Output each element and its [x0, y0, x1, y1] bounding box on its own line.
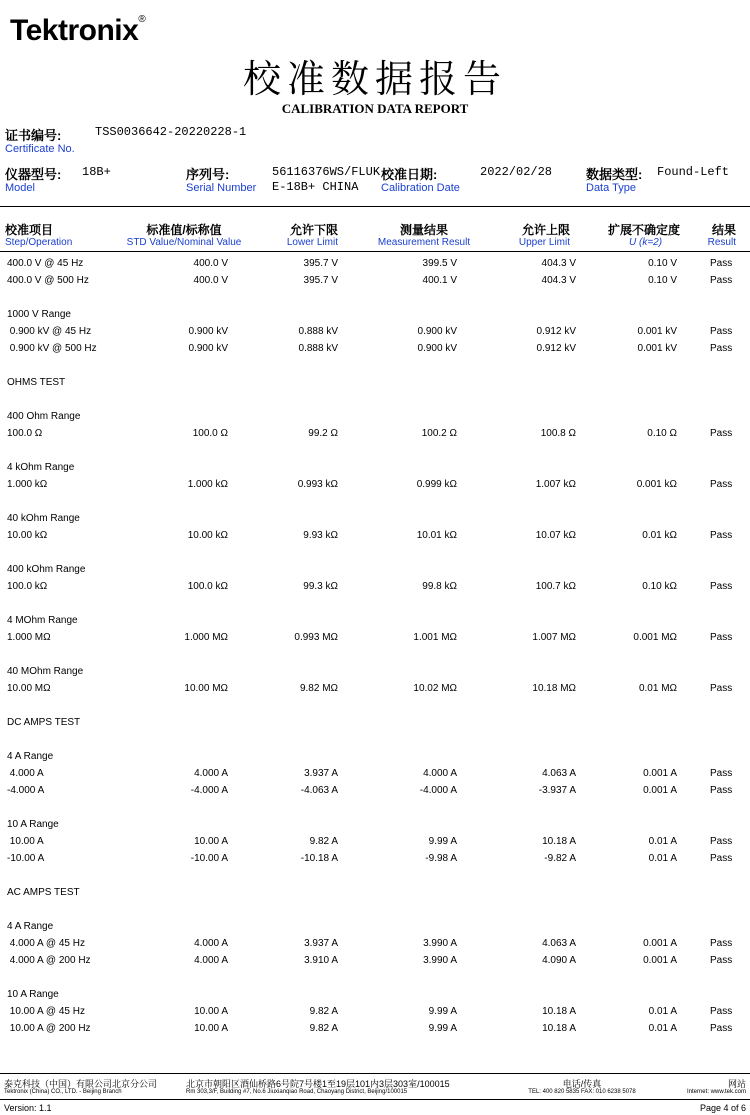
- cell-upper-limit: 404.3 V: [541, 258, 576, 269]
- col-header-unc-cn: 扩展不确定度: [607, 223, 680, 237]
- cell-result: Pass: [710, 1023, 733, 1034]
- certificate-number: TSS0036642-20220228-1: [95, 125, 247, 139]
- footer-web-en: Internet: www.tek.com: [686, 1089, 746, 1095]
- cell-upper-limit: 0.912 kV: [536, 343, 576, 354]
- cell-step: 400.0 V @ 45 Hz: [7, 258, 84, 269]
- cell-measurement: 9.99 A: [428, 1023, 457, 1034]
- cell-result: Pass: [710, 326, 733, 337]
- cell-step: 1.000 MΩ: [7, 632, 51, 643]
- cell-upper-limit: 100.7 kΩ: [535, 581, 576, 592]
- cell-step: AC AMPS TEST: [7, 887, 80, 898]
- cell-result: Pass: [710, 428, 733, 439]
- cell-step: 40 MOhm Range: [7, 666, 84, 677]
- cell-step: 10.00 A @ 45 Hz: [7, 1006, 85, 1017]
- cell-lower-limit: 9.93 kΩ: [303, 530, 338, 541]
- cell-measurement: 10.01 kΩ: [416, 530, 457, 541]
- col-header-upper-en: Upper Limit: [518, 237, 570, 248]
- cell-std-value: 1.000 kΩ: [187, 479, 228, 490]
- cell-std-value: -10.00 A: [190, 853, 228, 864]
- cell-measurement: 100.2 Ω: [421, 428, 457, 439]
- cell-result: Pass: [710, 479, 733, 490]
- cell-measurement: -4.000 A: [419, 785, 457, 796]
- cell-std-value: 100.0 Ω: [192, 428, 228, 439]
- cell-std-value: 1.000 MΩ: [184, 632, 228, 643]
- cell-uncertainty: 0.10 V: [648, 275, 677, 286]
- cell-step: 4 A Range: [7, 921, 54, 932]
- cell-uncertainty: 0.01 A: [648, 1023, 677, 1034]
- cell-result: Pass: [710, 785, 733, 796]
- cell-measurement: 9.99 A: [428, 1006, 457, 1017]
- data-type-value: Found-Left: [657, 165, 730, 179]
- col-header-unc-en: U (k=2): [629, 237, 663, 248]
- cell-upper-limit: 10.18 A: [542, 1006, 576, 1017]
- cell-step: 10 A Range: [7, 989, 59, 1000]
- col-header-meas-cn: 测量结果: [399, 223, 448, 237]
- cell-result: Pass: [710, 836, 733, 847]
- cell-measurement: 9.99 A: [428, 836, 457, 847]
- cell-std-value: 4.000 A: [194, 955, 228, 966]
- cell-measurement: 10.02 MΩ: [413, 683, 457, 694]
- cell-result: Pass: [710, 530, 733, 541]
- col-header-lower-cn: 允许下限: [289, 223, 338, 237]
- data-type-label-cn: 数据类型:: [586, 167, 643, 182]
- cell-uncertainty: 0.01 A: [648, 853, 677, 864]
- col-header-result-cn: 结果: [711, 223, 736, 237]
- cell-std-value: 0.900 kV: [188, 326, 228, 337]
- cell-lower-limit: 99.3 kΩ: [303, 581, 338, 592]
- cell-uncertainty: 0.001 A: [643, 938, 677, 949]
- col-header-std-cn: 标准值/标称值: [146, 223, 222, 237]
- cell-step: 4.000 A @ 45 Hz: [7, 938, 85, 949]
- cell-step: 40 kOhm Range: [7, 513, 80, 524]
- col-header-lower-en: Lower Limit: [286, 237, 338, 248]
- divider: [0, 1073, 750, 1074]
- cal-date-label-cn: 校准日期:: [381, 167, 438, 182]
- cell-std-value: 10.00 A: [194, 1006, 228, 1017]
- cell-upper-limit: -3.937 A: [538, 785, 576, 796]
- cell-lower-limit: -4.063 A: [300, 785, 338, 796]
- cell-std-value: 0.900 kV: [188, 343, 228, 354]
- cell-step: 10.00 MΩ: [7, 683, 51, 694]
- cell-std-value: -4.000 A: [190, 785, 228, 796]
- certificate-label-en: Certificate No.: [5, 143, 75, 155]
- cell-step: 0.900 kV @ 500 Hz: [7, 343, 97, 354]
- cell-upper-limit: 0.912 kV: [536, 326, 576, 337]
- cell-upper-limit: 404.3 V: [541, 275, 576, 286]
- col-header-step-cn: 校准项目: [5, 223, 54, 237]
- cal-date-value: 2022/02/28: [480, 165, 553, 179]
- cell-step: 1.000 kΩ: [7, 479, 48, 490]
- cell-upper-limit: 1.007 MΩ: [532, 632, 576, 643]
- cell-measurement: 0.900 kV: [417, 326, 457, 337]
- cell-step: 400 Ohm Range: [7, 411, 81, 422]
- divider: [0, 1099, 750, 1100]
- cell-measurement: 3.990 A: [423, 938, 457, 949]
- footer-web-cn: 网站: [727, 1079, 746, 1089]
- cell-step: 10.00 kΩ: [7, 530, 48, 541]
- cell-uncertainty: 0.001 kV: [637, 326, 677, 337]
- cell-upper-limit: 10.07 kΩ: [535, 530, 576, 541]
- cell-step: 100.0 Ω: [7, 428, 43, 439]
- cell-upper-limit: 100.8 Ω: [540, 428, 576, 439]
- divider: [0, 251, 750, 252]
- cell-std-value: 400.0 V: [193, 258, 228, 269]
- cell-std-value: 4.000 A: [194, 938, 228, 949]
- cell-upper-limit: 10.18 A: [542, 836, 576, 847]
- cell-uncertainty: 0.01 MΩ: [638, 683, 677, 694]
- cell-uncertainty: 0.01 A: [648, 1006, 677, 1017]
- cell-upper-limit: 4.063 A: [542, 768, 576, 779]
- cell-measurement: 0.999 kΩ: [416, 479, 457, 490]
- cell-step: -10.00 A: [7, 853, 45, 864]
- cell-upper-limit: 4.090 A: [542, 955, 576, 966]
- cell-upper-limit: 4.063 A: [542, 938, 576, 949]
- cell-measurement: 400.1 V: [422, 275, 457, 286]
- cell-uncertainty: 0.001 A: [643, 785, 677, 796]
- cell-step: 4 kOhm Range: [7, 462, 75, 473]
- cell-std-value: 10.00 kΩ: [187, 530, 228, 541]
- col-header-result-en: Result: [707, 237, 736, 248]
- serial-label-en: Serial Number: [186, 182, 257, 194]
- cell-result: Pass: [710, 632, 733, 643]
- cell-uncertainty: 0.01 kΩ: [642, 530, 677, 541]
- footer-phone-en: TEL: 400 820 5835 FAX: 010 6238 5078: [528, 1089, 636, 1095]
- cell-step: 10.00 A @ 200 Hz: [7, 1023, 91, 1034]
- data-type-label-en: Data Type: [586, 182, 636, 194]
- cell-lower-limit: 0.993 kΩ: [297, 479, 338, 490]
- cell-uncertainty: 0.10 Ω: [647, 428, 677, 439]
- cell-uncertainty: 0.001 A: [643, 768, 677, 779]
- cell-lower-limit: 3.937 A: [304, 768, 338, 779]
- cal-date-label-en: Calibration Date: [381, 182, 460, 194]
- cell-lower-limit: 0.888 kV: [298, 343, 338, 354]
- cell-uncertainty: 0.001 kV: [637, 343, 677, 354]
- cell-lower-limit: -10.18 A: [300, 853, 338, 864]
- cell-step: 0.900 kV @ 45 Hz: [7, 326, 92, 337]
- col-header-meas-en: Measurement Result: [377, 237, 471, 248]
- cell-measurement: 399.5 V: [422, 258, 457, 269]
- footer-company-cn: 泰克科技（中国）有限公司北京分公司: [4, 1079, 158, 1089]
- cell-step: OHMS TEST: [7, 377, 66, 388]
- footer-phone-cn: 电话/传真: [562, 1079, 602, 1089]
- cell-std-value: 10.00 MΩ: [184, 683, 228, 694]
- cell-lower-limit: 9.82 A: [309, 836, 338, 847]
- serial-value-line1: 56116376WS/FLUK: [272, 165, 381, 179]
- serial-label-cn: 序列号:: [186, 167, 230, 182]
- model-value: 18B+: [82, 165, 111, 179]
- cell-lower-limit: 395.7 V: [303, 275, 338, 286]
- model-label-en: Model: [5, 182, 35, 194]
- cell-std-value: 10.00 A: [194, 836, 228, 847]
- cell-step: 1000 V Range: [7, 309, 71, 320]
- cell-uncertainty: 0.01 A: [648, 836, 677, 847]
- cell-step: 400 kOhm Range: [7, 564, 86, 575]
- cell-uncertainty: 0.001 MΩ: [633, 632, 677, 643]
- col-header-std-en: STD Value/Nominal Value: [126, 237, 242, 248]
- cell-result: Pass: [710, 768, 733, 779]
- cell-lower-limit: 0.993 MΩ: [294, 632, 338, 643]
- cell-step: 100.0 kΩ: [7, 581, 48, 592]
- footer-company-en: Tektronix (China) CO., LTD. - Beijing Branch: [4, 1089, 122, 1095]
- cell-step: 4.000 A: [7, 768, 44, 779]
- cell-measurement: 1.001 MΩ: [413, 632, 457, 643]
- cell-lower-limit: 3.937 A: [304, 938, 338, 949]
- cell-step: 400.0 V @ 500 Hz: [7, 275, 89, 286]
- cell-measurement: -9.98 A: [425, 853, 457, 864]
- cell-measurement: 99.8 kΩ: [422, 581, 457, 592]
- page-title-en: CALIBRATION DATA REPORT: [281, 101, 469, 116]
- cell-lower-limit: 9.82 A: [309, 1023, 338, 1034]
- cell-result: Pass: [710, 581, 733, 592]
- cell-uncertainty: 0.10 kΩ: [642, 581, 677, 592]
- footer-version: Version: 1.1: [4, 1103, 52, 1113]
- cell-result: Pass: [710, 258, 733, 269]
- cell-std-value: 100.0 kΩ: [187, 581, 228, 592]
- footer-address-cn: 北京市朝阳区酒仙桥路6号院7号楼1至19层101内3层303室/100015: [186, 1079, 450, 1089]
- cell-measurement: 4.000 A: [423, 768, 457, 779]
- col-header-step-en: Step/Operation: [5, 237, 73, 248]
- footer-page-number: Page 4 of 6: [699, 1103, 746, 1113]
- divider: [0, 206, 750, 207]
- cell-uncertainty: 0.10 V: [648, 258, 677, 269]
- model-label-cn: 仪器型号:: [5, 167, 62, 182]
- cell-step: DC AMPS TEST: [7, 717, 81, 728]
- cell-uncertainty: 0.001 A: [643, 955, 677, 966]
- cell-step: 4 A Range: [7, 751, 54, 762]
- footer-address-en: Rm 303,3/F, Building #7, No.6 Jiuxianqiao Road, Chaoyang District, Beijing/100015: [186, 1089, 408, 1095]
- cell-step: 4.000 A @ 200 Hz: [7, 955, 91, 966]
- cell-step: 4 MOhm Range: [7, 615, 78, 626]
- cell-step: 10.00 A: [7, 836, 44, 847]
- cell-result: Pass: [710, 938, 733, 949]
- cell-lower-limit: 3.910 A: [304, 955, 338, 966]
- cell-step: 10 A Range: [7, 819, 59, 830]
- page-title-cn: 校准数据报告: [242, 57, 507, 101]
- cell-result: Pass: [710, 955, 733, 966]
- cell-lower-limit: 9.82 MΩ: [299, 683, 338, 694]
- cell-std-value: 4.000 A: [194, 768, 228, 779]
- cell-std-value: 400.0 V: [193, 275, 228, 286]
- col-header-upper-cn: 允许上限: [521, 223, 570, 237]
- cell-step: -4.000 A: [7, 785, 45, 796]
- brand-logo: Tektronix®: [10, 14, 146, 47]
- cell-measurement: 3.990 A: [423, 955, 457, 966]
- serial-value-line2: E-18B+ CHINA: [272, 180, 359, 194]
- cell-lower-limit: 395.7 V: [303, 258, 338, 269]
- cell-lower-limit: 9.82 A: [309, 1006, 338, 1017]
- cell-std-value: 10.00 A: [194, 1023, 228, 1034]
- cell-measurement: 0.900 kV: [417, 343, 457, 354]
- cell-result: Pass: [710, 343, 733, 354]
- cell-result: Pass: [710, 1006, 733, 1017]
- certificate-label-cn: 证书编号:: [5, 128, 62, 143]
- cell-upper-limit: 10.18 A: [542, 1023, 576, 1034]
- cell-result: Pass: [710, 853, 733, 864]
- cell-result: Pass: [710, 275, 733, 286]
- cell-upper-limit: 1.007 kΩ: [535, 479, 576, 490]
- cell-upper-limit: -9.82 A: [544, 853, 576, 864]
- cell-result: Pass: [710, 683, 733, 694]
- cell-upper-limit: 10.18 MΩ: [532, 683, 576, 694]
- cell-uncertainty: 0.001 kΩ: [636, 479, 677, 490]
- cell-lower-limit: 99.2 Ω: [308, 428, 338, 439]
- cell-lower-limit: 0.888 kV: [298, 326, 338, 337]
